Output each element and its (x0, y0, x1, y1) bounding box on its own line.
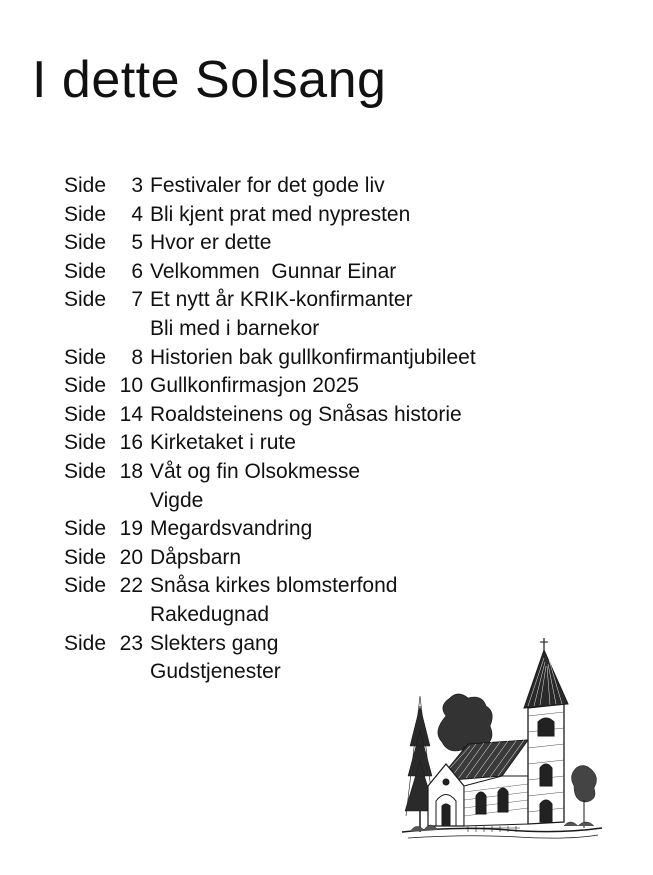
toc-row (64, 515, 476, 544)
toc-entry-title: Slekters gang (150, 631, 279, 655)
toc-entry-title: Festivaler for det gode liv (150, 174, 385, 197)
toc-entry-title: Et nytt år KRIK-konfirmanter (150, 288, 413, 312)
toc-side-label: Side (64, 259, 107, 283)
toc-entry-title: Roaldsteinens og Snåsas historie (150, 402, 462, 426)
toc-side-label: Side (64, 574, 107, 598)
toc-side-label: Side (64, 517, 107, 541)
toc-page-number: 4 (131, 202, 143, 226)
toc-entry-title: Hvor er dette (150, 231, 272, 255)
toc-page-number: 22 (119, 574, 143, 598)
toc-entry-title: Bli kjent prat med nypresten (150, 202, 411, 226)
toc-entry-title: Velkommen Gunnar Einar (150, 259, 397, 283)
toc-page-number: 7 (131, 288, 143, 312)
toc-page-number: 14 (119, 402, 143, 426)
toc-entry-title: Gudstjenester (150, 660, 281, 684)
toc-entry-title: Snåsa kirkes blomsterfond (150, 574, 398, 598)
toc-row (64, 172, 476, 201)
toc-side-label: Side (64, 231, 107, 255)
toc-page-number: 10 (119, 374, 143, 398)
page-title: I dette Solsang (32, 51, 387, 109)
toc-side-label: Side (64, 631, 107, 655)
toc-entry-title: Våt og fin Olsokmesse (150, 459, 361, 483)
toc-side-label: Side (64, 288, 107, 312)
toc-side-label: Side (64, 402, 107, 426)
toc-entry-title: Megardsvandring (150, 517, 313, 541)
toc-entry-title: Bli med i barnekor (150, 316, 320, 340)
toc-row-continuation (64, 487, 476, 516)
toc-row (64, 344, 476, 373)
toc-page-number: 3 (131, 174, 143, 197)
toc-side-label: Side (64, 374, 107, 398)
toc-row (64, 286, 476, 315)
toc-row (64, 201, 476, 230)
toc-entry-title: Dåpsbarn (150, 545, 242, 569)
toc-entry-title: Gullkonfirmasjon 2025 (150, 374, 359, 398)
toc-entry-title: Kirketaket i rute (150, 431, 296, 455)
toc-page-number: 18 (119, 459, 143, 483)
toc-row (64, 572, 476, 601)
toc-row (64, 372, 476, 401)
church-illustration-icon (398, 636, 604, 846)
toc-row (64, 544, 476, 573)
toc-entry-title: Rakedugnad (150, 602, 270, 626)
toc-side-label: Side (64, 459, 107, 483)
toc-row (64, 401, 476, 430)
toc-row-continuation (64, 601, 476, 630)
toc-page-number: 6 (131, 259, 143, 283)
toc-entry-title: Historien bak gullkonfirmantjubileet (150, 345, 476, 369)
toc-page-number: 20 (119, 545, 143, 569)
toc-page-number: 19 (119, 517, 143, 541)
toc-side-label: Side (64, 345, 107, 369)
toc-entry-title: Vigde (150, 488, 204, 512)
toc-side-label: Side (64, 174, 107, 197)
toc-side-label: Side (64, 431, 107, 455)
toc-page-number: 23 (119, 631, 143, 655)
toc-side-label: Side (64, 545, 107, 569)
toc-page-number: 5 (131, 231, 143, 255)
toc-row-continuation (64, 315, 476, 344)
toc-page-number: 16 (119, 431, 143, 455)
church-drawing (398, 636, 604, 846)
toc-row (64, 258, 476, 287)
table-of-contents (64, 172, 476, 687)
toc-page-number: 8 (131, 345, 143, 369)
toc-row (64, 429, 476, 458)
toc-side-label: Side (64, 202, 107, 226)
toc-row (64, 458, 476, 487)
toc-row (64, 229, 476, 258)
